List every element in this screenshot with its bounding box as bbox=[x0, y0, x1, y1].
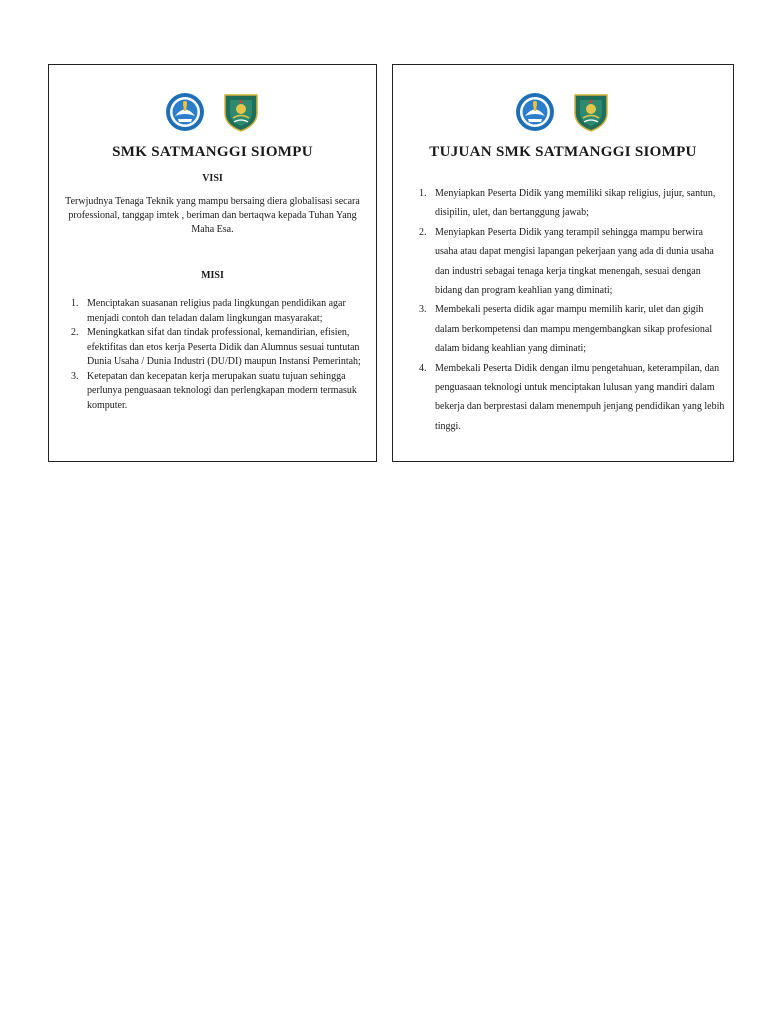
list-item bbox=[419, 300, 725, 358]
list-item bbox=[71, 326, 370, 370]
list-number: 3. bbox=[419, 304, 427, 316]
list-item bbox=[419, 359, 725, 437]
list-number: 1. bbox=[419, 188, 427, 199]
list-number: 1. bbox=[71, 298, 79, 309]
list-text: Menyiapkan Peserta Didik yang memiliki sikap religius, jujur, santun, disipilin, ulet, dan bertanggung jawab; bbox=[435, 188, 716, 219]
ministry-logo-icon bbox=[165, 91, 205, 133]
list-item bbox=[71, 297, 370, 326]
list-number: 3. bbox=[71, 370, 79, 382]
province-emblem-icon bbox=[221, 91, 261, 133]
misi-list bbox=[71, 297, 370, 413]
list-text: Membekali peserta didik agar mampu memilih karir, ulet dan gigih dalam berkompetensi dan mampu mengembangkan sikap profesional dalam bidang keahlian yang diminati; bbox=[435, 304, 713, 355]
ministry-logo-icon bbox=[515, 91, 555, 133]
visi-misi-card bbox=[48, 64, 377, 462]
list-text: Menyiapkan Peserta Didik yang terampil sehingga mampu berwira usaha atau dapat mengisi lapangan pekerjaan yang ada di dunia usaha dan industri sebagai tenaga kerja tingkat menengah, sesuai dengan bidang dan program keahlian yang diminati; bbox=[435, 226, 714, 297]
province-emblem-icon bbox=[571, 91, 611, 133]
list-number: 4. bbox=[419, 362, 427, 374]
list-item bbox=[71, 370, 370, 414]
list-number: 2. bbox=[71, 327, 79, 338]
visi-heading: VISI bbox=[202, 173, 223, 184]
list-text: Meningkatkan sifat dan tindak professional, kemandirian, efisien, efektifitas dan etos kerja Peserta Didik dan Alumnus sesuai tuntutan Dunia Usaha / Dunia Industri (DU/DI) maupun Instansi Pemerintah; bbox=[87, 327, 361, 367]
logo-row bbox=[393, 91, 733, 133]
misi-heading: MISI bbox=[201, 270, 224, 281]
school-title: SMK SATMANGGI SIOMPU bbox=[112, 144, 313, 160]
list-item bbox=[419, 223, 725, 301]
list-number: 2. bbox=[419, 226, 427, 238]
list-text: Ketepatan dan kecepatan kerja merupakan suatu tujuan sehingga perlunya penguasaan teknologi dan perlengkapan modern termasuk komputer. bbox=[87, 370, 357, 411]
tujuan-card bbox=[392, 64, 734, 462]
list-text: Membekali Peserta Didik dengan ilmu pengetahuan, keterampilan, dan penguasaan teknologi untuk menciptakan lulusan yang mandiri dalam bekerja dan berprestasi dalam menempuh jenjang pendidikan yang lebih tinggi. bbox=[435, 362, 725, 432]
list-text: Menciptakan suasanan religius pada lingkungan pendidikan agar menjadi contoh dan teladan dalam lingkungan masyarakat; bbox=[87, 298, 346, 324]
logo-row bbox=[49, 91, 376, 133]
list-item bbox=[419, 184, 725, 223]
tujuan-list bbox=[419, 184, 725, 436]
visi-text: Terwjudnya Tenaga Teknik yang mampu bersaing diera globalisasi secara professional, tanggap imtek , beriman dan bertaqwa kepada Tuhan Yang Maha Esa. bbox=[65, 196, 360, 235]
tujuan-title: TUJUAN SMK SATMANGGI SIOMPU bbox=[429, 144, 697, 160]
